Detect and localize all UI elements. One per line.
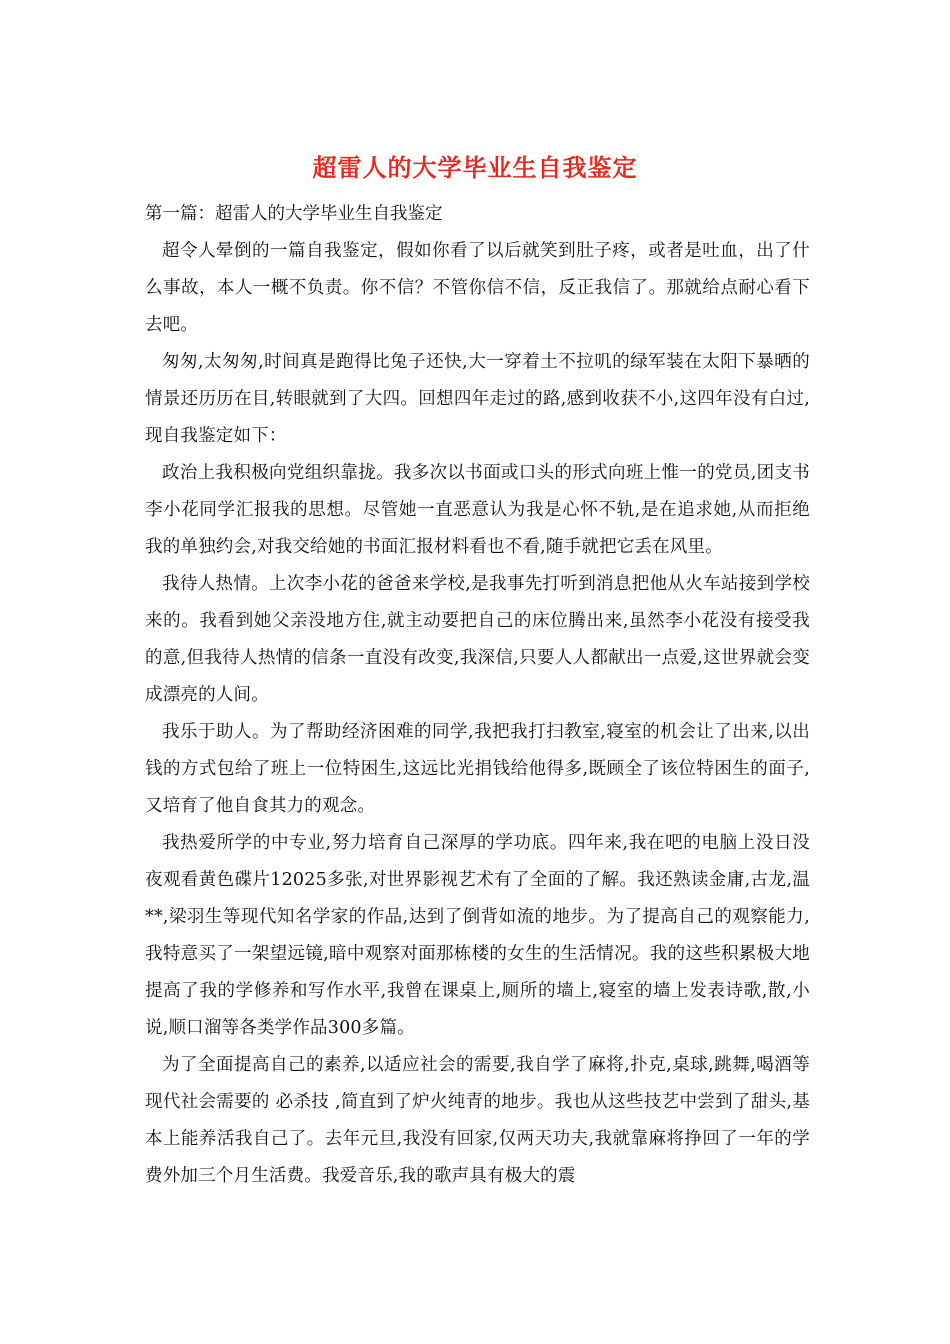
paragraph: 匆匆,太匆匆,时间真是跑得比兔子还快,大一穿着土不拉叽的绿军装在太阳下暴晒的情景还历历在目,转眼就到了大四。回想四年走过的路,感到收获不小,这四年没有白过,现自我鉴定如下： [145,352,810,446]
document-title: 超雷人的大学毕业生自我鉴定 [312,153,638,182]
paragraph: 我待人热情。上次李小花的爸爸来学校,是我事先打听到消息把他从火车站接到学校来的。我看到她父亲没地方住,就主动要把自己的床位腾出来,虽然李小花没有接受我的意,但我待人热情的信条一直没有改变,我深信,只要人人都献出一点爱,这世界就会变成漂亮的人间。 [145,574,810,705]
paragraph: 政治上我积极向党组织靠拢。我多次以书面或口头的形式向班上惟一的党员,团支书李小花同学汇报我的思想。尽管她一直恶意认为我是心怀不轨,是在追求她,从而拒绝我的单独约会,对我交给她的书面汇报材料看也不看,随手就把它丢在风里。 [145,463,810,557]
section-heading: 第一篇：超雷人的大学毕业生自我鉴定 [145,204,443,224]
paragraph: 超令人晕倒的一篇自我鉴定，假如你看了以后就笑到肚子疼，或者是吐血，出了什么事故，本人一概不负责。你不信？不管你信不信，反正我信了。那就给点耐心看下去吧。 [145,241,810,335]
paragraph: 为了全面提高自己的素养,以适应社会的需要,我自学了麻将,扑克,桌球,跳舞,喝酒等现代社会需要的 必杀技 ,简直到了炉火纯青的地步。我也从这些技艺中尝到了甜头,基本上能养活我自己了。去年元旦,我没有回家,仅两天功夫,我就靠麻将挣回了一年的学费外加三个月生活费。我爱音乐,我的歌声具有极大的震 [145,1055,810,1186]
paragraph: 我乐于助人。为了帮助经济困难的同学,我把我打扫教室,寝室的机会让了出来,以出钱的方式包给了班上一位特困生,这远比光捐钱给他得多,既顾全了该位特困生的面子,又培育了他自食其力的观念。 [145,722,810,816]
document-body [145,196,810,1195]
paragraph: 我热爱所学的中专业,努力培育自己深厚的学功底。四年来,我在吧的电脑上没日没夜观看黄色碟片12025多张,对世界影视艺术有了全面的了解。我还熟读金庸,古龙,温**,梁羽生等现代知名学家的作品,达到了倒背如流的地步。为了提高自己的观察能力,我特意买了一架望远镜,暗中观察对面那栋楼的女生的生活情况。我的这些积累极大地提高了我的学修养和写作水平,我曾在课桌上,厕所的墙上,寝室的墙上发表诗歌,散,小说,顺口溜等各类学作品300多篇。 [145,833,810,1038]
